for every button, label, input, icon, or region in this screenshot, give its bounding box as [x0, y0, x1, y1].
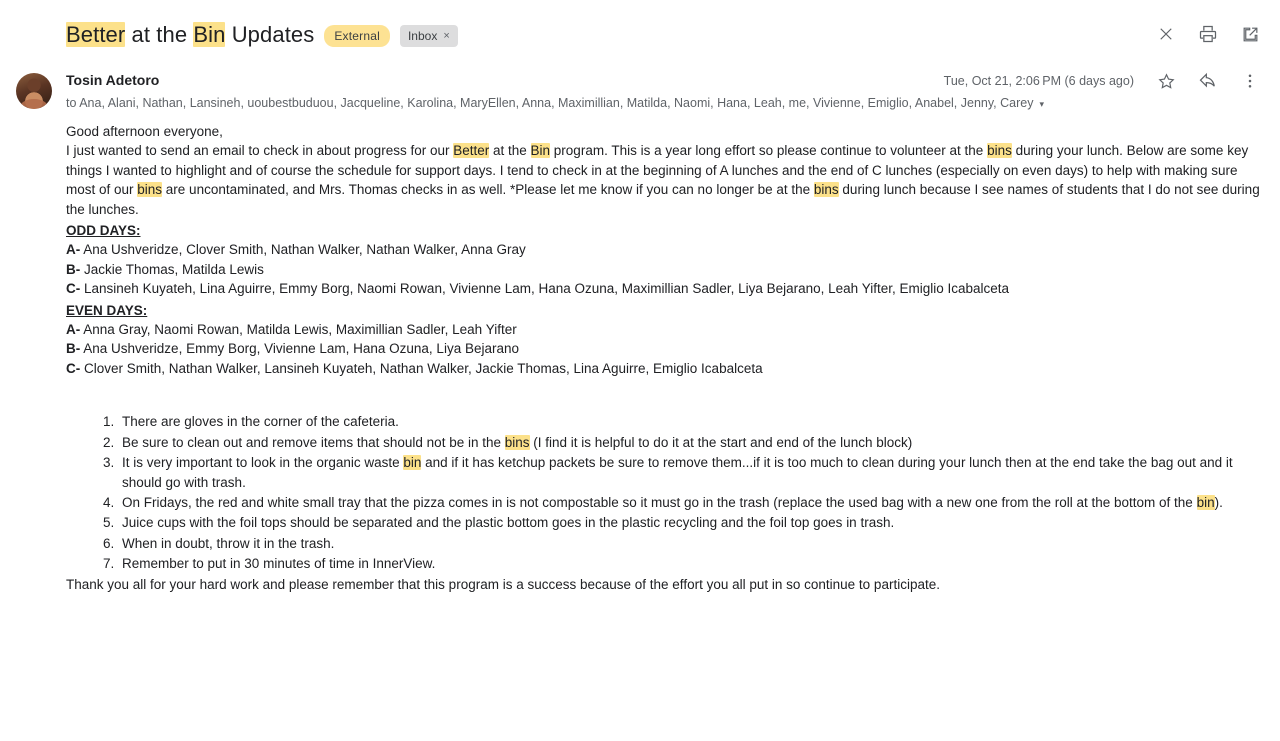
odd-days-names-a: Ana Ushveridze, Clover Smith, Nathan Walker, Nathan Walker, Anna Gray [83, 242, 526, 258]
note-2-seg-1: Be sure to clean out and remove items that should not be in the [122, 434, 505, 450]
subject-line [66, 20, 1156, 50]
even-days-heading: EVEN DAYS: [66, 302, 148, 318]
note-2-highlight: bins [504, 434, 530, 450]
intro-seg-2: at the [489, 143, 531, 159]
intro-highlight-2: Bin [530, 143, 551, 159]
odd-days-names-c: Lansineh Kuyateh, Lina Aguirre, Emmy Borg, Naomi Rowan, Vivienne Lam, Hana Ozuna, Maximillian Sadler, Liya Bejarano, Leah Yifter, Emiglio Icabalceta [84, 281, 1010, 297]
header-actions [1156, 20, 1260, 44]
intro-highlight-5: bins [813, 182, 839, 198]
even-days-row-a [66, 320, 1260, 339]
intro-seg-5: are uncontaminated, and Mrs. Thomas checks in as well. *Please let me know if you can no longer be at the [162, 182, 814, 198]
intro-seg-6: during lunch because I see names of students that I do not see during the lunches. [66, 182, 1260, 217]
note-3-seg-2: and if it has ketchup packets be sure to remove them...if it is too much to clean during your lunch then at the end take the bag out and it should go with trash. [122, 455, 1233, 490]
sender-details [66, 71, 1260, 111]
avatar[interactable] [16, 73, 52, 109]
note-2-seg-2: (I find it is helpful to do it at the start and end of the lunch block) [529, 434, 913, 450]
list-item [118, 534, 1260, 553]
page-title [66, 20, 314, 50]
list-item [118, 493, 1260, 512]
intro-highlight-1: Better [453, 143, 490, 159]
even-days-row-c [66, 359, 1260, 378]
sender-name[interactable]: Tosin Adetoro [66, 72, 160, 88]
even-days-names-a: Anna Gray, Naomi Rowan, Matilda Lewis, Maximillian Sadler, Leah Yifter [83, 322, 517, 338]
note-1-seg-1: There are gloves in the corner of the cafeteria. [122, 414, 399, 430]
even-days-label-b: B- [66, 341, 81, 357]
list-item [118, 554, 1260, 573]
intro-highlight-4: bins [137, 182, 163, 198]
subject-row [16, 20, 1264, 50]
odd-days-names-b: Jackie Thomas, Matilda Lewis [84, 261, 264, 277]
status-badge-external: External [324, 25, 390, 47]
subject-segment-1: at the [125, 22, 194, 47]
odd-days-row-c [66, 279, 1260, 298]
list-item [118, 412, 1260, 431]
message-body [16, 122, 1264, 594]
intro-seg-3: program. This is a year long effort so please continue to volunteer at the [550, 143, 988, 159]
print-icon[interactable] [1198, 24, 1218, 44]
closing-paragraph: Thank you all for your hard work and please remember that this program is a success because of the effort you all put in so continue to participate. [66, 576, 940, 592]
odd-days-heading: ODD DAYS: [66, 223, 141, 239]
more-options-icon[interactable] [1240, 71, 1260, 91]
odd-days-label-c: C- [66, 281, 81, 297]
even-days-names-c: Clover Smith, Nathan Walker, Lansineh Kuyateh, Nathan Walker, Jackie Thomas, Lina Aguirre, Emiglio Icabalceta [84, 360, 763, 376]
intro-highlight-3: bins [987, 143, 1012, 159]
even-days-names-b: Ana Ushveridze, Emmy Borg, Vivienne Lam, Hana Ozuna, Liya Bejarano [83, 341, 519, 357]
subject-segment-2: Updates [225, 22, 315, 47]
even-days-label-c: C- [66, 360, 81, 376]
recipients-line[interactable] [66, 95, 1260, 111]
subject-highlight-better: Better [66, 22, 126, 47]
message-timestamp: Tue, Oct 21, 2:06 PM (6 days ago) [943, 74, 1134, 88]
sender-top-line [66, 71, 1260, 91]
note-5-seg-1: Juice cups with the foil tops should be separated and the plastic bottom goes in the plastic recycling and the foil top goes in trash. [122, 515, 895, 531]
note-3-highlight: bin [403, 455, 422, 471]
message-meta [944, 71, 1260, 91]
odd-days-label-b: B- [66, 261, 81, 277]
even-days-label-a: A- [66, 322, 81, 338]
label-chip-inbox[interactable] [400, 25, 458, 47]
note-7-seg-1: Remember to put in 30 minutes of time in InnerView. [122, 556, 436, 572]
subject-highlight-bin: Bin [193, 22, 226, 47]
list-item [118, 513, 1260, 532]
odd-days-row-a [66, 240, 1260, 259]
note-4-highlight: bin [1196, 494, 1215, 510]
recipients-text: to Ana, Alani, Nathan, Lansineh, uoubestbuduou, Jacqueline, Karolina, MaryEllen, Anna, Maximillian, Matilda, Naomi, Hana, Leah, me, Vivienne, Emiglio, Anabel, Jenny, Carey [66, 96, 1034, 110]
odd-days-row-b [66, 260, 1260, 279]
chevron-down-icon[interactable]: ▾ [1039, 98, 1044, 109]
note-3-seg-1: It is very important to look in the organic waste [122, 455, 404, 471]
list-item [118, 453, 1260, 492]
intro-seg-4: during your lunch. Below are some key things I wanted to highlight and of course the schedule for support days. I tend to check in at the beginning of A lunches and the end of C lunches (especially on even days) to help with making sure most of our [66, 143, 1249, 198]
sender-row [16, 71, 1264, 111]
odd-days-label-a: A- [66, 242, 81, 258]
open-in-new-icon[interactable] [1240, 24, 1260, 44]
intro-seg-1: I just wanted to send an email to check in about progress for our [66, 143, 454, 159]
reply-icon[interactable] [1198, 71, 1218, 91]
note-4-seg-1: On Fridays, the red and white small tray that the pizza comes in is not compostable so it must go in the trash (replace the used bag with a new one from the roll at the bottom of the [122, 494, 1197, 510]
note-4-seg-2: ). [1214, 494, 1223, 510]
list-item [118, 433, 1260, 452]
close-icon[interactable] [1156, 24, 1176, 44]
label-chip-inbox-text: Inbox [407, 29, 438, 43]
intro-paragraph [66, 141, 1260, 219]
close-icon[interactable]: × [443, 29, 450, 42]
star-icon[interactable] [1156, 71, 1176, 91]
greeting: Good afternoon everyone, [66, 124, 223, 139]
notes-list [66, 412, 1260, 573]
note-6-seg-1: When in doubt, throw it in the trash. [122, 535, 335, 551]
even-days-row-b [66, 339, 1260, 358]
